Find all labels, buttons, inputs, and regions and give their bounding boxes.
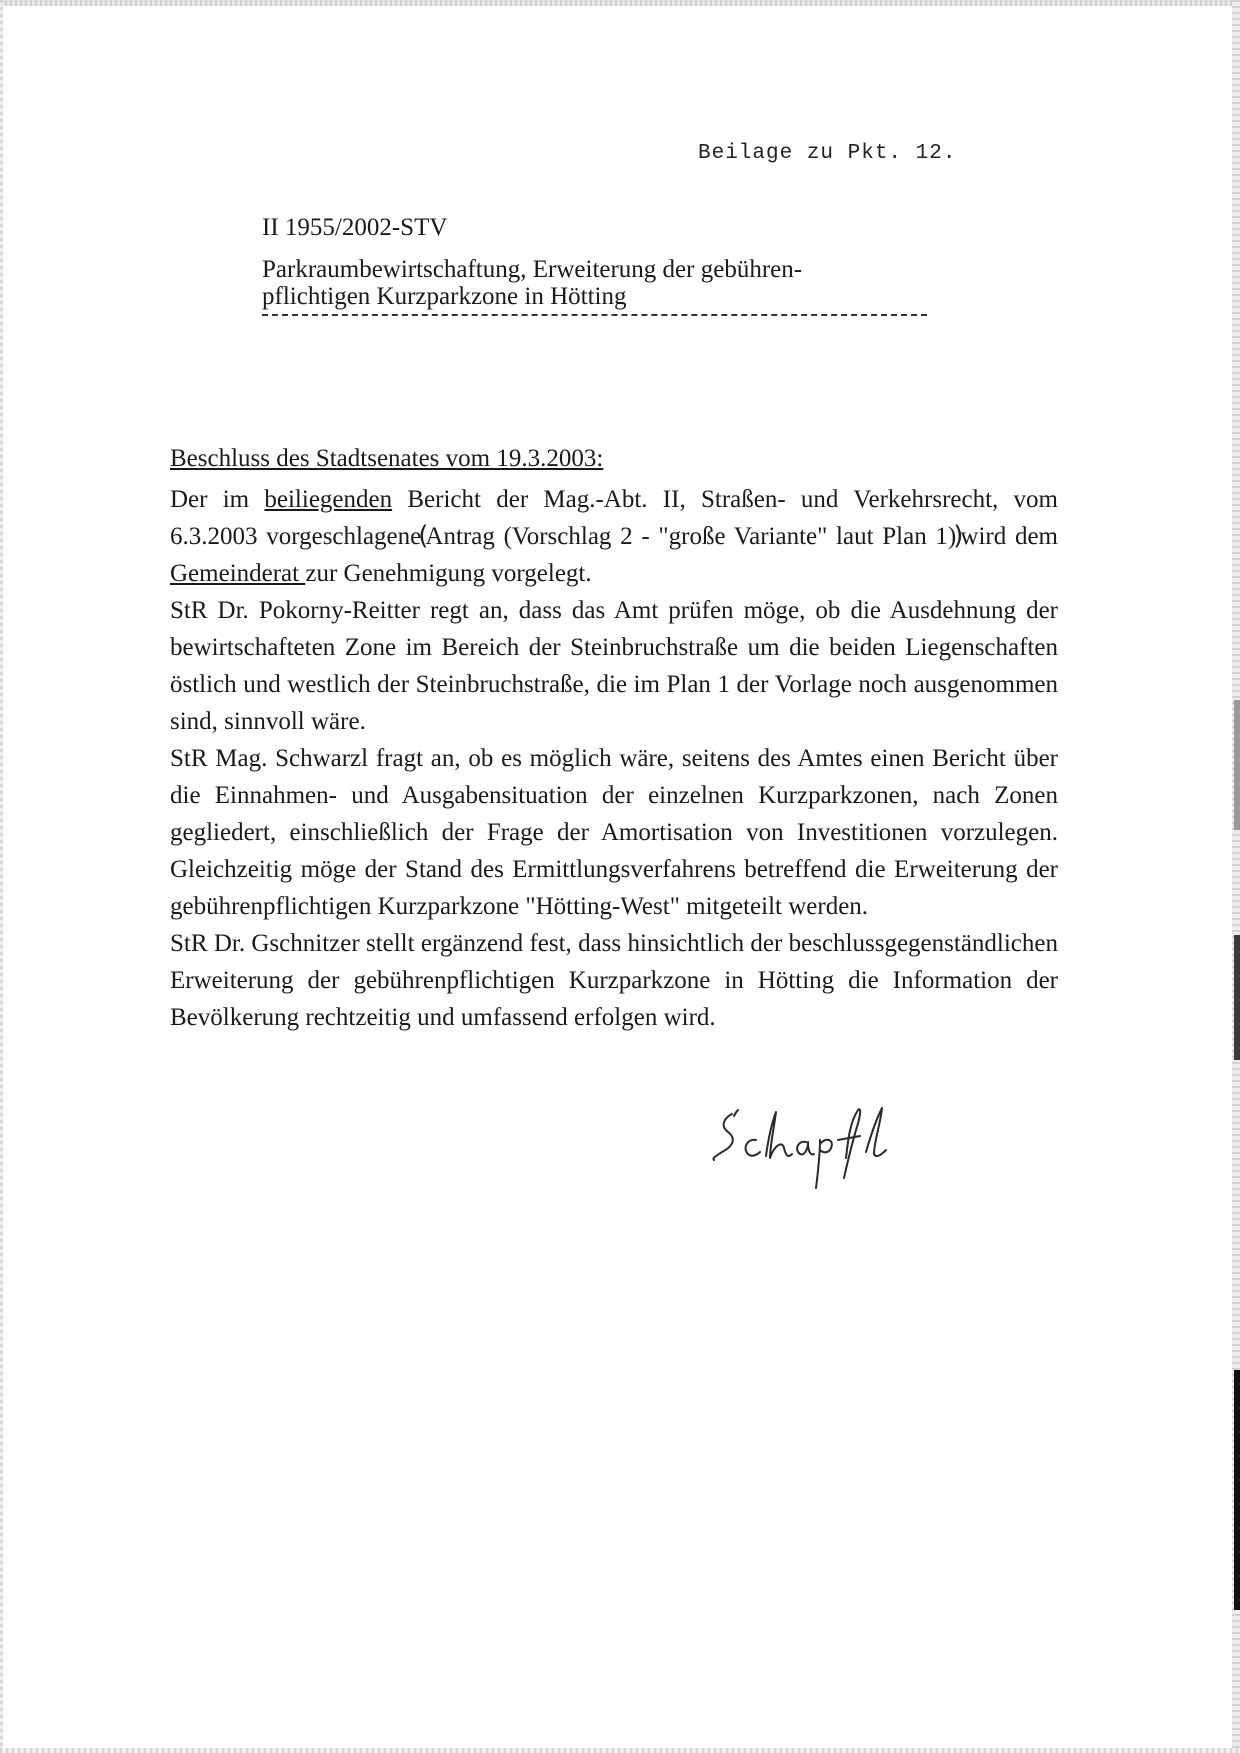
paragraph-motion (170, 481, 1058, 592)
scan-edge-top (0, 0, 1240, 6)
decision-body (170, 481, 1058, 1036)
scan-edge-bottom (0, 1748, 1240, 1753)
file-reference: II 1955/2002-STV (262, 214, 448, 241)
attachment-label: Beilage zu Pkt. 12. (698, 142, 957, 165)
subject-block (262, 256, 802, 310)
text-run: Der im (170, 486, 265, 513)
scan-edge-left (0, 0, 3, 1753)
dashed-divider (262, 314, 927, 316)
paragraph-pokorny: StR Dr. Pokorny-Reitter regt an, dass das Amt prüfen möge, ob die Ausdehnung der bewirtschafteten Zone im Bereich der Steinbruchstraße um die beiden Liegenschaften östlich und westlich der Steinbruchstraße, die im Plan 1 der Vorlage noch ausgenommen sind, sinnvoll wäre. (170, 597, 1058, 735)
scan-shadow (1234, 1370, 1240, 1610)
handwritten-signature (710, 1100, 900, 1195)
subject-line: Parkraumbewirtschaftung, Erweiterung der gebühren- (262, 256, 803, 283)
text-run: Bericht der Mag.-Abt. II, Straßen- und Verkehrsrecht, vom 6.3.2003 vorgeschlagene (170, 486, 1058, 550)
underlined-word: beiliegenden (264, 486, 393, 513)
paragraph-gschnitzer: StR Dr. Gschnitzer stellt ergänzend fest, dass hinsichtlich der beschlussgegenständlichen Erweiterung der gebührenpflichtigen Kurzparkzone in Hötting die Information der Bevölkerung rechtzeitig und umfassend erfolgen wird. (170, 930, 1058, 1031)
paragraph-schwarzl: StR Mag. Schwarzl fragt an, ob es möglich wäre, seitens des Amtes einen Bericht über die Einnahmen- und Ausgabensituation der einzelnen Kurzparkzonen, nach Zonen gegliedert, einschließlich der Frage der Amortisation von Investitionen vorzulegen. Gleichzeitig möge der Stand des Ermittlungsverfahrens betreffend die Erweiterung der gebührenpflichtigen Kurzparkzone "Hötting-West" mitgeteilt werden. (170, 745, 1058, 920)
handwritten-mark: ) (953, 521, 964, 551)
scan-shadow (1234, 935, 1240, 1060)
text-run: Antrag (Vorschlag 2 - "große Variante" laut Plan 1) (425, 523, 957, 550)
decision-heading: Beschluss des Stadtsenates vom 19.3.2003: (170, 445, 604, 472)
scan-shadow (1234, 700, 1240, 830)
text-run: zur Genehmigung vorgelegt. (305, 560, 592, 587)
subject-line: pflichtigen Kurzparkzone in Hötting (262, 283, 627, 310)
handwritten-mark: ( (418, 521, 429, 551)
text-run: wird dem (960, 523, 1058, 550)
underlined-word: Gemeinderat (170, 560, 306, 587)
